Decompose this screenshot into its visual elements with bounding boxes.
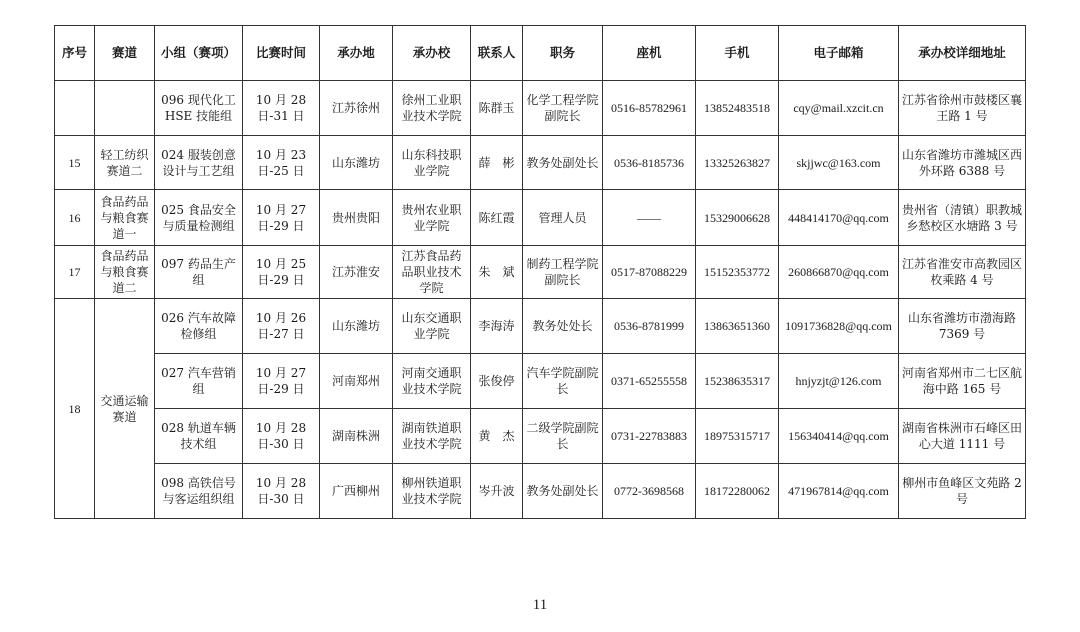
- group-cell: 097 药品生产组: [155, 246, 243, 299]
- landline-cell: ——: [603, 190, 696, 246]
- school-cell: 湖南铁道职业技术学院: [393, 409, 471, 464]
- landline-cell: 0517-87088229: [603, 246, 696, 299]
- time-cell: 10 月 28 日-31 日: [243, 81, 320, 136]
- place-cell: 江苏淮安: [320, 246, 393, 299]
- track-cell: [95, 81, 155, 136]
- landline-cell: 0731-22783883: [603, 409, 696, 464]
- address-cell: 柳州市鱼峰区文苑路 2 号: [899, 464, 1026, 519]
- table-header-row: [55, 26, 1026, 81]
- email-cell: 260866870@qq.com: [779, 246, 899, 299]
- time-cell: 10 月 28 日-30 日: [243, 464, 320, 519]
- contact-cell: 薛 彬: [471, 136, 523, 190]
- group-cell: 027 汽车营销组: [155, 354, 243, 409]
- mobile-cell: 13863651360: [696, 299, 779, 354]
- school-cell: 柳州铁道职业技术学院: [393, 464, 471, 519]
- header-cell: 小组（赛项）: [155, 26, 243, 81]
- position-cell: 汽车学院副院长: [523, 354, 603, 409]
- time-cell: 10 月 27 日-29 日: [243, 190, 320, 246]
- school-cell: 徐州工业职业技术学院: [393, 81, 471, 136]
- mobile-cell: 13325263827: [696, 136, 779, 190]
- position-cell: 二级学院副院长: [523, 409, 603, 464]
- school-cell: 河南交通职业技术学院: [393, 354, 471, 409]
- landline-cell: 0536-8185736: [603, 136, 696, 190]
- page-number: 11: [532, 597, 548, 613]
- track-cell: 轻工纺织赛道二: [95, 136, 155, 190]
- school-cell: 山东科技职业学院: [393, 136, 471, 190]
- landline-cell: 0772-3698568: [603, 464, 696, 519]
- header-cell: 赛道: [95, 26, 155, 81]
- time-cell: 10 月 23 日-25 日: [243, 136, 320, 190]
- table-row: [55, 81, 1026, 136]
- track-cell: 食品药品与粮食赛道一: [95, 190, 155, 246]
- header-cell: 序号: [55, 26, 95, 81]
- contact-cell: 李海涛: [471, 299, 523, 354]
- mobile-cell: 15152353772: [696, 246, 779, 299]
- contact-cell: 岑升波: [471, 464, 523, 519]
- place-cell: 湖南株洲: [320, 409, 393, 464]
- header-cell: 联系人: [471, 26, 523, 81]
- header-cell: 手机: [696, 26, 779, 81]
- time-cell: 10 月 28 日-30 日: [243, 409, 320, 464]
- contact-cell: 张俊停: [471, 354, 523, 409]
- mobile-cell: 13852483518: [696, 81, 779, 136]
- contact-cell: 黄 杰: [471, 409, 523, 464]
- address-cell: 山东省潍坊市潍城区西外环路 6388 号: [899, 136, 1026, 190]
- position-cell: 管理人员: [523, 190, 603, 246]
- header-cell: 比赛时间: [243, 26, 320, 81]
- time-cell: 10 月 25 日-29 日: [243, 246, 320, 299]
- address-cell: 江苏省淮安市高教园区枚乘路 4 号: [899, 246, 1026, 299]
- email-cell: cqy@mail.xzcit.cn: [779, 81, 899, 136]
- contact-cell: 陈群玉: [471, 81, 523, 136]
- table-row: [55, 136, 1026, 190]
- table-row: [55, 354, 1026, 409]
- group-cell: 098 高铁信号与客运组织组: [155, 464, 243, 519]
- email-cell: 471967814@qq.com: [779, 464, 899, 519]
- place-cell: 山东潍坊: [320, 299, 393, 354]
- landline-cell: 0371-65255558: [603, 354, 696, 409]
- address-cell: 贵州省（清镇）职教城乡愁校区水塘路 3 号: [899, 190, 1026, 246]
- track-cell: 交通运输赛道: [95, 299, 155, 519]
- email-cell: 448414170@qq.com: [779, 190, 899, 246]
- group-cell: 026 汽车故障检修组: [155, 299, 243, 354]
- time-cell: 10 月 26 日-27 日: [243, 299, 320, 354]
- mobile-cell: 15238635317: [696, 354, 779, 409]
- email-cell: skjjwc@163.com: [779, 136, 899, 190]
- group-cell: 025 食品安全与质量检测组: [155, 190, 243, 246]
- time-cell: 10 月 27 日-29 日: [243, 354, 320, 409]
- school-cell: 贵州农业职业学院: [393, 190, 471, 246]
- seq-cell: 15: [55, 136, 95, 190]
- position-cell: 化学工程学院副院长: [523, 81, 603, 136]
- header-cell: 职务: [523, 26, 603, 81]
- seq-cell: 17: [55, 246, 95, 299]
- position-cell: 制药工程学院副院长: [523, 246, 603, 299]
- seq-cell: 16: [55, 190, 95, 246]
- contact-cell: 陈红霞: [471, 190, 523, 246]
- seq-cell: 18: [55, 299, 95, 519]
- table-row: [55, 464, 1026, 519]
- landline-cell: 0536-8781999: [603, 299, 696, 354]
- mobile-cell: 18975315717: [696, 409, 779, 464]
- group-cell: 024 服装创意设计与工艺组: [155, 136, 243, 190]
- position-cell: 教务处副处长: [523, 136, 603, 190]
- position-cell: 教务处处长: [523, 299, 603, 354]
- table-row: [55, 409, 1026, 464]
- place-cell: 山东潍坊: [320, 136, 393, 190]
- place-cell: 广西柳州: [320, 464, 393, 519]
- table-row: [55, 299, 1026, 354]
- header-cell: 承办校详细地址: [899, 26, 1026, 81]
- school-cell: 江苏食品药品职业技术学院: [393, 246, 471, 299]
- header-cell: 电子邮箱: [779, 26, 899, 81]
- landline-cell: 0516-85782961: [603, 81, 696, 136]
- seq-cell: [55, 81, 95, 136]
- group-cell: 096 现代化工HSE 技能组: [155, 81, 243, 136]
- school-cell: 山东交通职业学院: [393, 299, 471, 354]
- competition-table: [54, 25, 1026, 519]
- place-cell: 河南郑州: [320, 354, 393, 409]
- place-cell: 江苏徐州: [320, 81, 393, 136]
- address-cell: 山东省潍坊市渤海路 7369 号: [899, 299, 1026, 354]
- place-cell: 贵州贵阳: [320, 190, 393, 246]
- group-cell: 028 轨道车辆技术组: [155, 409, 243, 464]
- position-cell: 教务处副处长: [523, 464, 603, 519]
- mobile-cell: 15329006628: [696, 190, 779, 246]
- table-row: [55, 190, 1026, 246]
- email-cell: 1091736828@qq.com: [779, 299, 899, 354]
- header-cell: 座机: [603, 26, 696, 81]
- address-cell: 河南省郑州市二七区航海中路 165 号: [899, 354, 1026, 409]
- contact-cell: 朱 斌: [471, 246, 523, 299]
- header-cell: 承办校: [393, 26, 471, 81]
- table-row: [55, 246, 1026, 299]
- address-cell: 湖南省株洲市石峰区田心大道 1111 号: [899, 409, 1026, 464]
- mobile-cell: 18172280062: [696, 464, 779, 519]
- email-cell: hnjyzjt@126.com: [779, 354, 899, 409]
- track-cell: 食品药品与粮食赛道二: [95, 246, 155, 299]
- address-cell: 江苏省徐州市鼓楼区襄王路 1 号: [899, 81, 1026, 136]
- header-cell: 承办地: [320, 26, 393, 81]
- email-cell: 156340414@qq.com: [779, 409, 899, 464]
